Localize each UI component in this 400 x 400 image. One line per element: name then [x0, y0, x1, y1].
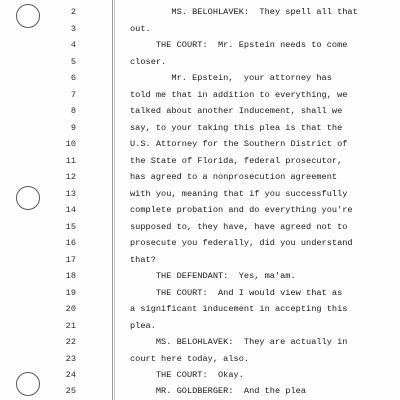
transcript-line	[0, 368, 400, 383]
line-number: 9	[70, 122, 76, 133]
line-text: THE DEFENDANT: Yes, ma'am.	[130, 271, 296, 281]
line-number: 4	[70, 40, 76, 50]
line-number: 6	[70, 73, 76, 83]
transcript-line	[0, 38, 400, 53]
transcript-line	[0, 352, 400, 367]
line-number: 17	[65, 254, 76, 265]
line-text: MS. BELOHLAVEK: They spell all that	[130, 7, 358, 17]
transcript-line	[0, 104, 400, 119]
line-text: U.S. Attorney for the Southern District of	[130, 139, 348, 149]
transcript-line	[0, 335, 400, 350]
line-number: 16	[65, 238, 76, 248]
line-text: a significant inducement in accepting this	[130, 304, 348, 314]
line-number: 12	[65, 172, 76, 182]
transcript-line	[0, 269, 400, 284]
line-number: 21	[65, 320, 76, 331]
line-text: THE COURT: And I would view that as	[130, 287, 343, 298]
transcript-line	[0, 154, 400, 169]
transcript-line	[0, 302, 400, 317]
line-number: 24	[65, 370, 76, 380]
transcript-line	[0, 88, 400, 103]
line-number: 15	[65, 221, 76, 232]
line-text: closer.	[130, 56, 167, 67]
line-text: told me that in addition to everything, we	[130, 89, 348, 100]
transcript-line	[0, 22, 400, 37]
line-text: talked about another Inducement, shall we	[130, 106, 343, 116]
line-number: 2	[70, 7, 76, 17]
transcript-line	[0, 220, 400, 235]
line-text: THE COURT: Mr. Epstein needs to come	[130, 40, 348, 50]
transcript-line	[0, 253, 400, 268]
line-text: has agreed to a nonprosecution agreement	[130, 172, 338, 182]
line-text: prosecute you federally, did you understand	[130, 238, 353, 248]
line-number: 23	[65, 353, 76, 364]
transcript-line	[0, 137, 400, 152]
line-text: the State of Florida, federal prosecutor,	[130, 155, 343, 166]
line-text: MR. GOLDBERGER: And the plea	[130, 386, 307, 396]
transcript-line	[0, 5, 400, 20]
line-text: that?	[130, 254, 156, 265]
line-number: 22	[65, 337, 76, 347]
line-text: out.	[130, 23, 151, 34]
line-text: say, to your taking this plea is that the	[130, 122, 343, 133]
line-text: plea.	[130, 320, 156, 331]
transcript-line	[0, 286, 400, 301]
line-number: 18	[65, 271, 76, 281]
line-text: complete probation and do everything you're	[130, 205, 353, 215]
line-text: supposed to, they have, have agreed not to	[130, 221, 348, 232]
transcript-line	[0, 170, 400, 185]
line-text: court here today, also.	[130, 353, 250, 364]
line-number: 19	[65, 287, 76, 298]
line-text: MS. BELOHLAVEK: They are actually in	[130, 337, 348, 347]
line-text: Mr. Epstein, your attorney has	[130, 73, 332, 83]
line-number: 25	[65, 386, 76, 396]
line-number: 8	[70, 106, 76, 116]
transcript-line	[0, 55, 400, 70]
line-number: 13	[65, 188, 76, 199]
line-number: 10	[65, 139, 76, 149]
transcript-line	[0, 319, 400, 334]
line-number: 5	[70, 56, 76, 67]
line-number: 7	[70, 89, 76, 100]
line-number: 3	[70, 23, 76, 34]
line-text: THE COURT: Okay.	[130, 370, 244, 380]
transcript-line	[0, 71, 400, 86]
line-number: 20	[65, 304, 76, 314]
transcript-line	[0, 187, 400, 202]
line-text: with you, meaning that if you successfully	[130, 188, 348, 199]
transcript-line	[0, 236, 400, 251]
line-number: 14	[65, 205, 76, 215]
transcript-line	[0, 203, 400, 218]
transcript-line	[0, 121, 400, 136]
transcript-line	[0, 384, 400, 399]
line-number: 11	[65, 155, 76, 166]
